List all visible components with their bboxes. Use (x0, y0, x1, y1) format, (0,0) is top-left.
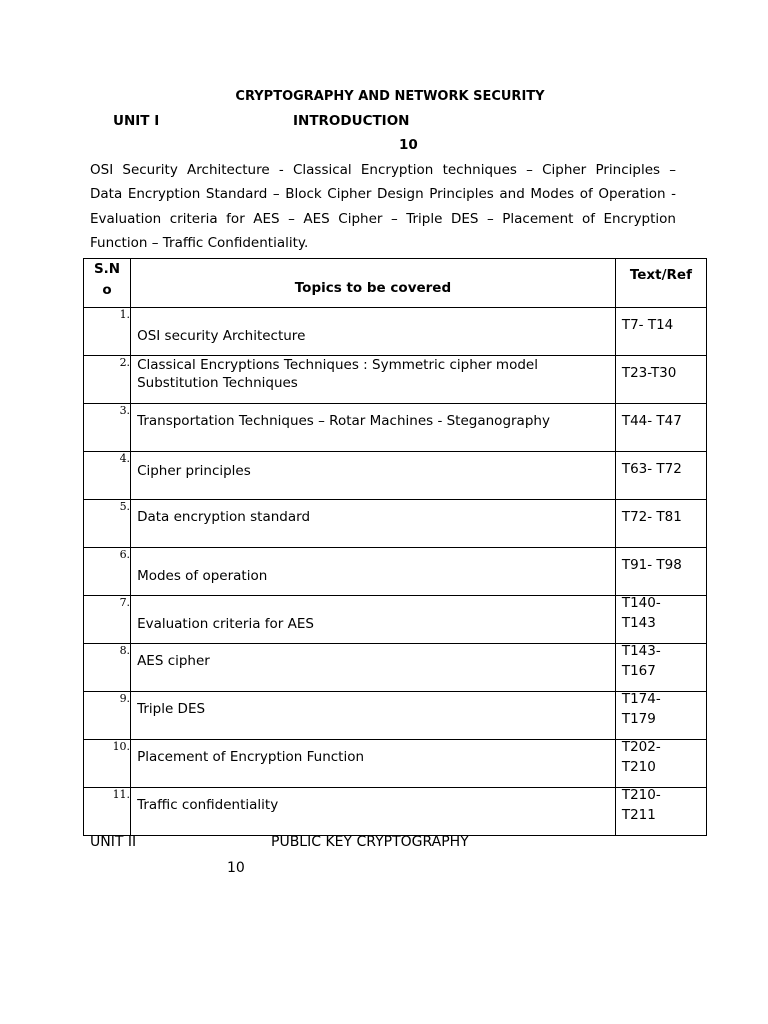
row-ref-line: T143 (621, 614, 656, 631)
row-ref-line: T72- T81 (621, 509, 682, 525)
row-topic (131, 644, 616, 692)
row-topic (131, 548, 616, 596)
unit-1-name: INTRODUCTION (293, 113, 410, 129)
row-ref (615, 788, 706, 836)
row-topic-line: Cipher principles (137, 463, 251, 479)
row-ref (615, 596, 706, 644)
row-topic-line: OSI security Architecture (137, 328, 306, 344)
header-topic (131, 259, 616, 308)
row-ref-line: T44- T47 (621, 413, 682, 429)
table-row (84, 548, 707, 596)
row-ref-line: T167 (621, 662, 656, 679)
row-ref-line: T210- (621, 787, 661, 803)
row-ref-line: T211 (621, 806, 656, 823)
row-topic (131, 788, 616, 836)
unit-2-label: UNIT II (90, 834, 137, 850)
header-topic-label: Topics to be covered (294, 280, 452, 296)
row-ref (615, 404, 706, 452)
table-row (84, 404, 707, 452)
row-ref-line: T23-T30 (621, 365, 677, 381)
row-sno: 7. (84, 596, 131, 644)
header-ref (615, 259, 706, 308)
row-ref (615, 548, 706, 596)
row-ref-line: T63- T72 (621, 461, 682, 477)
row-topic-line: Transportation Techniques – Rotar Machines - Steganography (137, 413, 550, 429)
table-row (84, 596, 707, 644)
table-row (84, 452, 707, 500)
table-header-row (84, 259, 707, 308)
row-ref (615, 692, 706, 740)
unit-2-name: PUBLIC KEY CRYPTOGRAPHY (271, 834, 469, 850)
topics-table (83, 258, 707, 836)
table-row (84, 308, 707, 356)
row-topic (131, 740, 616, 788)
header-sno-line2: o (102, 282, 112, 298)
unit-1-hours: 10 (399, 137, 418, 153)
row-sno: 8. (84, 644, 131, 692)
row-sno: 9. (84, 692, 131, 740)
row-ref (615, 500, 706, 548)
row-topic (131, 404, 616, 452)
unit-2-hours: 10 (227, 860, 245, 876)
table-row (84, 644, 707, 692)
unit-1-label: UNIT I (113, 113, 160, 129)
row-sno: 2. (84, 356, 131, 404)
document-title: CRYPTOGRAPHY AND NETWORK SECURITY (235, 89, 545, 104)
header-sno-line1: S.N (93, 261, 121, 277)
table-row (84, 692, 707, 740)
row-ref-line: T143- (621, 643, 661, 659)
row-sno: 4. (84, 452, 131, 500)
row-sno: 10. (84, 740, 131, 788)
row-ref (615, 452, 706, 500)
syllabus-line: Evaluation criteria for AES – AES Cipher – Triple DES – Placement of Encryption (90, 210, 676, 227)
header-sno (84, 259, 131, 308)
row-ref-line: T140- (621, 595, 661, 611)
row-ref (615, 356, 706, 404)
row-ref-line: T210 (621, 758, 656, 775)
row-sno: 5. (84, 500, 131, 548)
table-row (84, 500, 707, 548)
syllabus-line: OSI Security Architecture - Classical Encryption techniques – Cipher Principles – (90, 162, 676, 178)
row-topic (131, 308, 616, 356)
row-topic-line: Evaluation criteria for AES (137, 616, 314, 632)
row-sno: 3. (84, 404, 131, 452)
row-topic-line: Placement of Encryption Function (137, 749, 365, 765)
header-ref-label: Text/Ref (629, 267, 692, 283)
unit-1-syllabus (90, 158, 676, 255)
row-ref-line: T174- (621, 691, 661, 707)
row-sno: 1. (84, 308, 131, 356)
table-row (84, 740, 707, 788)
row-topic-line: Substitution Techniques (137, 375, 298, 391)
row-topic-line: Classical Encryptions Techniques : Symmetric cipher model (137, 357, 538, 373)
syllabus-line: Function – Traffic Confidentiality. (90, 234, 309, 251)
row-topic (131, 356, 616, 404)
row-topic-line: Traffic confidentiality (137, 797, 279, 813)
row-ref (615, 308, 706, 356)
row-ref-line: T202- (621, 739, 661, 755)
row-topic-line: Modes of operation (137, 568, 268, 584)
row-ref-line: T7- T14 (621, 317, 674, 333)
row-ref (615, 740, 706, 788)
row-ref-line: T179 (621, 710, 656, 727)
syllabus-line: Data Encryption Standard – Block Cipher Design Principles and Modes of Operation - (90, 186, 676, 203)
row-topic-line: Triple DES (137, 701, 206, 717)
row-topic-line: Data encryption standard (137, 509, 311, 525)
row-topic (131, 596, 616, 644)
row-ref (615, 644, 706, 692)
row-sno: 11. (84, 788, 131, 836)
row-ref-line: T91- T98 (621, 557, 682, 573)
row-topic (131, 452, 616, 500)
row-topic (131, 500, 616, 548)
table-row (84, 356, 707, 404)
row-sno: 6. (84, 548, 131, 596)
table-row (84, 788, 707, 836)
row-topic (131, 692, 616, 740)
row-topic-line: AES cipher (137, 653, 210, 669)
